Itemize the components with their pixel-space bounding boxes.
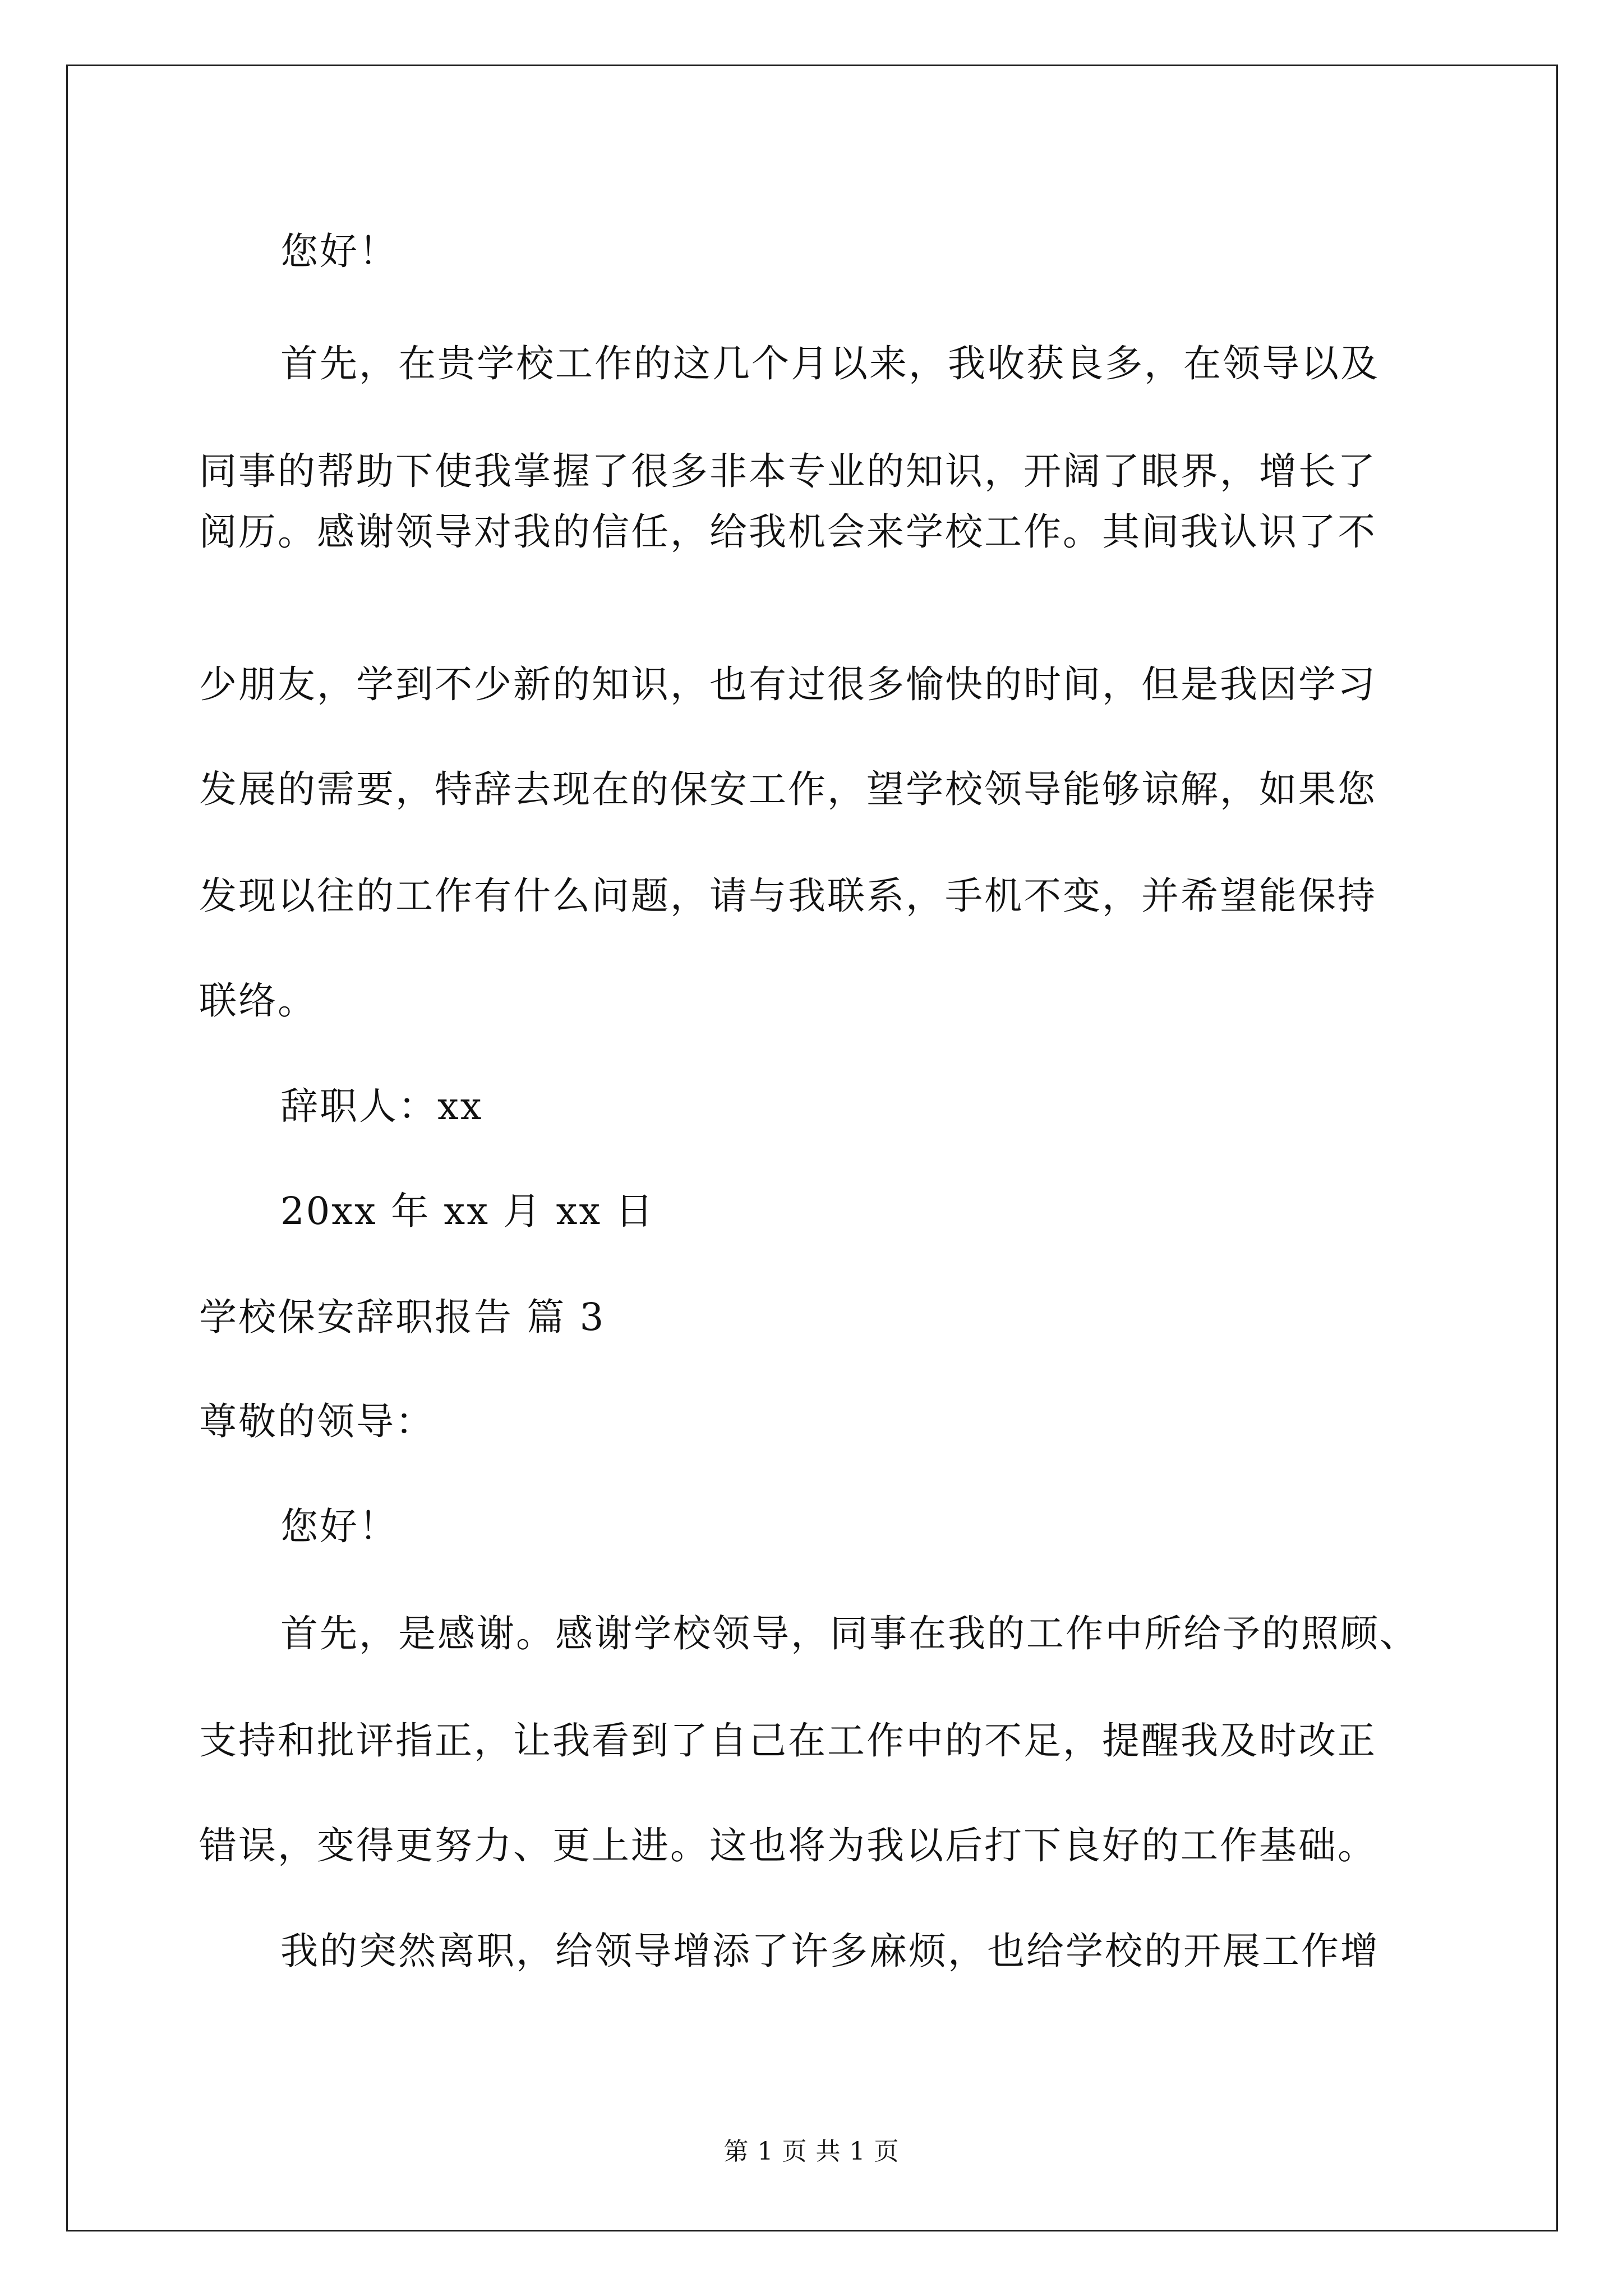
paragraph-line: 发现以往的工作有什么问题，请与我联系，手机不变，并希望能保持 [199,874,1377,918]
page-footer: 第 1 页 共 1 页 [723,2137,900,2166]
paragraph-line: 我的突然离职，给领导增添了许多麻烦，也给学校的开展工作增 [280,1929,1380,1973]
date-line: 20xx 年 xx 月 xx 日 [280,1189,655,1233]
paragraph-line: 错误，变得更努力、更上进。这也将为我以后打下良好的工作基础。 [199,1824,1377,1867]
greeting-line: 您好！ [280,229,398,273]
salutation-line: 尊敬的领导： [199,1400,435,1443]
paragraph-line: 少朋友，学到不少新的知识，也有过很多愉快的时间，但是我因学习 [199,662,1377,706]
paragraph-line: 阅历。感谢领导对我的信任，给我机会来学校工作。其间我认识了不 [199,510,1377,554]
paragraph-line: 发展的需要，特辞去现在的保安工作，望学校领导能够谅解，如果您 [199,767,1377,811]
paragraph-line: 首先，是感谢。感谢学校领导，同事在我的工作中所给予的照顾、 [280,1612,1419,1655]
paragraph-line: 首先，在贵学校工作的这几个月以来，我收获良多，在领导以及 [280,342,1380,385]
paragraph-line: 支持和批评指正，让我看到了自己在工作中的不足，提醒我及时改正 [199,1719,1377,1763]
page-frame [66,65,1558,2231]
section-heading: 学校保安辞职报告 篇 3 [199,1295,606,1339]
signature-line: 辞职人：xx [280,1084,483,1128]
greeting-line: 您好！ [280,1504,398,1548]
paragraph-line: 同事的帮助下使我掌握了很多非本专业的知识，开阔了眼界，增长了 [199,449,1377,493]
paragraph-line: 联络。 [199,979,317,1023]
